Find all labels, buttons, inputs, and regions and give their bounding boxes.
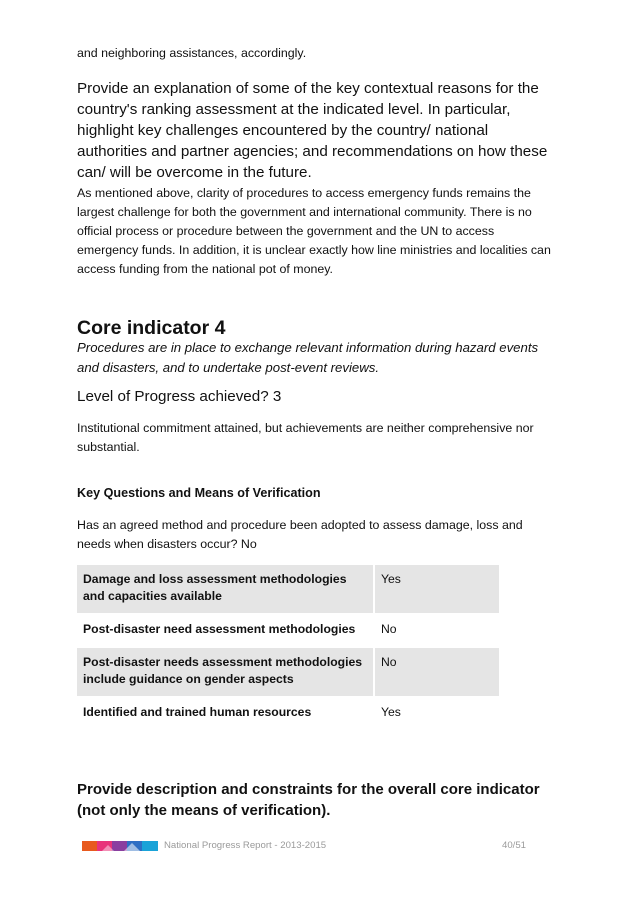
core-indicator-description: Procedures are in place to exchange relevant information during hazard events and disasters, and to undertake post-event reviews. — [77, 340, 539, 375]
verification-answer: Yes — [375, 565, 499, 613]
logo-bar — [142, 841, 158, 851]
footer-report-title: National Progress Report - 2013-2015 — [164, 840, 327, 851]
verification-answer: Yes — [381, 705, 401, 719]
table-row — [77, 648, 499, 696]
level-of-progress: Level of Progress achieved? 3 — [77, 388, 282, 405]
key-questions-heading: Key Questions and Means of Verification — [77, 486, 321, 500]
verification-item: Post-disaster need assessment methodologies — [83, 622, 356, 636]
table-row — [77, 698, 499, 729]
core-indicator-title: Core indicator 4 — [77, 317, 226, 339]
verification-answer: No — [381, 622, 397, 636]
verification-item: Damage and loss assessment methodologies and capacities available — [77, 565, 373, 613]
logo-bar — [82, 841, 98, 851]
verification-answer: No — [375, 648, 499, 696]
report-logo — [82, 841, 158, 851]
table-row — [77, 615, 499, 646]
page-footer — [0, 830, 638, 860]
verification-table — [75, 563, 501, 731]
level-description: Institutional commitment attained, but achievements are neither comprehensive nor substantial. — [77, 421, 534, 454]
question-prompt: Provide an explanation of some of the key contextual reasons for the country's ranking assessment at the indicated level. In particular, highlight key challenges encountered by the country/ national authorities and partner agencies; and recommendations on how these can/ will be overcome in the future. — [77, 80, 548, 181]
intro-line: and neighboring assistances, accordingly. — [77, 46, 307, 60]
answer-paragraph: As mentioned above, clarity of procedures to access emergency funds remains the largest challenge for both the government and international community. There is no official process or procedure between the government and the UN to access emergency funds. In addition, it is unclear exactly how line ministries and localities can access funding from the national pot of money. — [77, 186, 551, 276]
description-heading: Provide description and constraints for the overall core indicator (not only the means of verification). — [77, 781, 540, 819]
key-question: Has an agreed method and procedure been adopted to assess damage, loss and needs when disasters occur? No — [77, 518, 523, 551]
table-row — [77, 565, 499, 613]
verification-item: Post-disaster needs assessment methodologies include guidance on gender aspects — [77, 648, 373, 696]
verification-item: Identified and trained human resources — [83, 705, 312, 719]
page-number: 40/51 — [502, 840, 527, 851]
